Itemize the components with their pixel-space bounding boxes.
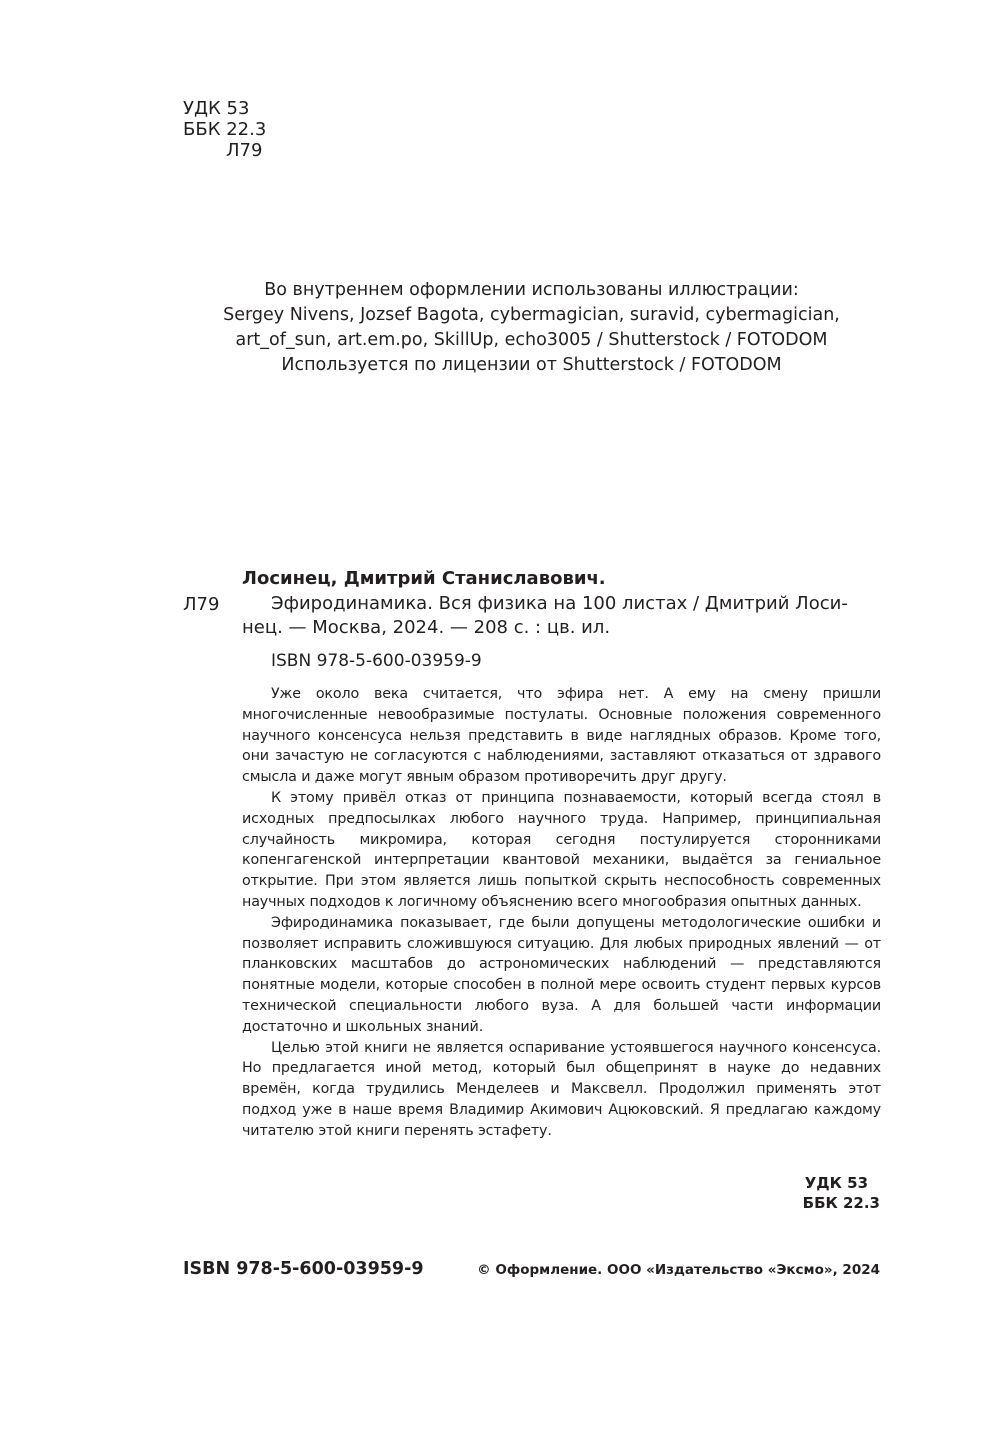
record-isbn: ISBN 978-5-600-03959-9 xyxy=(271,651,482,671)
bbk-code-bottom: ББК 22.3 xyxy=(802,1194,880,1212)
classification-block-top xyxy=(183,98,266,161)
credits-line-2: Sergey Nivens, Jozsef Bagota, cybermagician, suravid, cybermagician, xyxy=(223,305,840,325)
record-author-mark: Л79 xyxy=(183,594,220,615)
annotation xyxy=(242,684,881,1142)
annotation-paragraph-4: Целью этой книги не является оспаривание устоявшегося научного консенсуса. Но предлагается иной метод, который был общепринят в науке до недавних времён, когда трудились Менделеев и Максвелл. Продолжил применять этот подход уже в наше время Владимир Акимович Ацюковский. Я предлагаю каждому читателю этой книги перенять эстафету. xyxy=(242,1039,881,1139)
udk-code: УДК 53 xyxy=(183,98,250,119)
footer-isbn: ISBN 978-5-600-03959-9 xyxy=(183,1259,424,1279)
record-title xyxy=(242,592,882,640)
record-title-line-1: Эфиродинамика. Вся физика на 100 листах / Дмитрий Лоси- xyxy=(271,593,848,614)
credits-line-4: Используется по лицензии от Shutterstock / FOTODOM xyxy=(281,355,782,375)
footer-copyright: © Оформление. ООО «Издательство «Эксмо», 2024 xyxy=(477,1262,880,1278)
classification-block-bottom xyxy=(780,1173,880,1213)
author-mark: Л79 xyxy=(226,140,263,161)
credits-line-3: art_of_sun, art.em.po, SkillUp, echo3005 / Shutterstock / FOTODOM xyxy=(235,330,828,350)
credits-line-1: Во внутреннем оформлении использованы иллюстрации: xyxy=(264,280,799,300)
record-title-line-2: нец. — Москва, 2024. — 208 с. : цв. ил. xyxy=(242,617,611,638)
annotation-paragraph-2: К этому привёл отказ от принципа познаваемости, который всегда стоял в исходных предпосылках любого научного труда. Например, принципиальная случайность микромира, которая сегодня постулируется сторонниками копенгагенской интерпретации квантовой механики, выдаётся за гениальное открытие. При этом является лишь попыткой скрыть неспособность современных научных подходов к логичному объяснению всего многообразия опытных данных. xyxy=(242,789,881,910)
bbk-code: ББК 22.3 xyxy=(183,119,267,140)
illustration-credits xyxy=(183,278,880,378)
udk-code-bottom: УДК 53 xyxy=(804,1174,868,1192)
record-author: Лосинец, Дмитрий Станиславович. xyxy=(242,568,606,589)
annotation-paragraph-3: Эфиродинамика показывает, где были допущены методологические ошибки и позволяет исправить сложившуюся ситуацию. Для любых природных явлений — от планковских масштабов до астрономических наблюдений — представляются понятные модели, которые способен в полной мере освоить студент первых курсов технической специальности любого вуза. А для большей части информации достаточно и школьных знаний. xyxy=(242,914,881,1035)
annotation-paragraph-1: Уже около века считается, что эфира нет. А ему на смену пришли многочисленные невообразимые постулаты. Основные положения современного научного консенсуса нельзя представить в виде наглядных образов. Кроме того, они зачастую не согласуются с наблюдениями, заставляют отказаться от здравого смысла и даже могут явным образом противоречить друг другу. xyxy=(242,686,881,786)
